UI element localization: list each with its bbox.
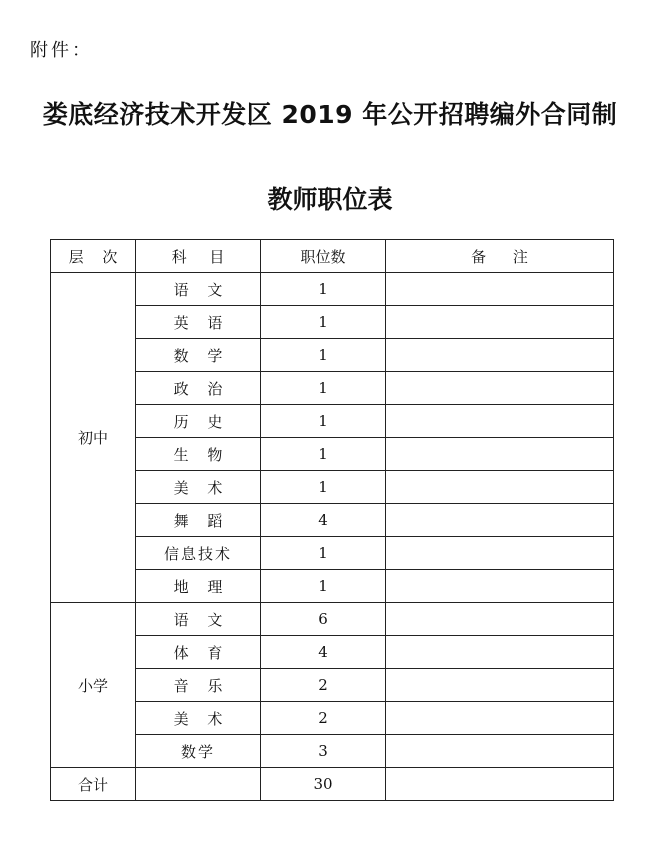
remarks-cell: [386, 471, 614, 504]
total-label: 合计: [51, 768, 136, 801]
subject-cell: 体 育: [136, 636, 261, 669]
remarks-cell: [386, 504, 614, 537]
table-row: [51, 537, 614, 570]
count-cell: 1: [261, 306, 386, 339]
subject-cell: 数 学: [136, 339, 261, 372]
count-cell: 1: [261, 438, 386, 471]
level-primary: 小学: [51, 603, 136, 768]
count-cell: 2: [261, 702, 386, 735]
subject-cell: 美 术: [136, 702, 261, 735]
table-row: [51, 438, 614, 471]
table-row: [51, 603, 614, 636]
header-positions: 职位数: [261, 240, 386, 273]
table-row: [51, 735, 614, 768]
subject-cell: 信息技术: [136, 537, 261, 570]
document-subtitle: 教师职位表: [267, 185, 393, 214]
document-title: 娄底经济技术开发区 2019 年公开招聘编外合同制: [42, 100, 618, 129]
remarks-cell: [386, 636, 614, 669]
subject-cell: 政 治: [136, 372, 261, 405]
count-cell: 3: [261, 735, 386, 768]
attachment-label: 附件：: [30, 40, 93, 61]
count-cell: 1: [261, 372, 386, 405]
remarks-cell: [386, 405, 614, 438]
table-row: [51, 702, 614, 735]
subject-cell: 生 物: [136, 438, 261, 471]
remarks-cell: [386, 339, 614, 372]
table-row: [51, 669, 614, 702]
count-cell: 2: [261, 669, 386, 702]
positions-table: [50, 239, 614, 801]
table-row: [51, 339, 614, 372]
table-row: [51, 504, 614, 537]
count-cell: 6: [261, 603, 386, 636]
count-cell: 1: [261, 570, 386, 603]
count-cell: 1: [261, 471, 386, 504]
remarks-cell: [386, 603, 614, 636]
table-row: [51, 273, 614, 306]
count-cell: 4: [261, 504, 386, 537]
remarks-cell: [386, 273, 614, 306]
remarks-cell: [386, 702, 614, 735]
remarks-cell: [386, 306, 614, 339]
table-row: [51, 405, 614, 438]
table-row: [51, 570, 614, 603]
header-level: 层 次: [51, 240, 136, 273]
subject-cell: 数学: [136, 735, 261, 768]
count-cell: 4: [261, 636, 386, 669]
subject-cell: [136, 768, 261, 801]
subject-cell: 音 乐: [136, 669, 261, 702]
count-cell: 1: [261, 339, 386, 372]
total-row: [51, 768, 614, 801]
remarks-cell: [386, 537, 614, 570]
table-header-row: [51, 240, 614, 273]
subject-cell: 语 文: [136, 273, 261, 306]
count-cell: 1: [261, 405, 386, 438]
count-cell: 1: [261, 273, 386, 306]
remarks-cell: [386, 735, 614, 768]
remarks-cell: [386, 438, 614, 471]
header-remarks: 备 注: [386, 240, 614, 273]
remarks-cell: [386, 768, 614, 801]
table-row: [51, 306, 614, 339]
total-count: 30: [261, 768, 386, 801]
subject-cell: 英 语: [136, 306, 261, 339]
table-row: [51, 372, 614, 405]
subject-cell: 历 史: [136, 405, 261, 438]
remarks-cell: [386, 372, 614, 405]
table-row: [51, 471, 614, 504]
header-subject: 科 目: [136, 240, 261, 273]
remarks-cell: [386, 570, 614, 603]
table-row: [51, 636, 614, 669]
subject-cell: 语 文: [136, 603, 261, 636]
count-cell: 1: [261, 537, 386, 570]
level-junior: 初中: [51, 273, 136, 603]
subject-cell: 舞 蹈: [136, 504, 261, 537]
remarks-cell: [386, 669, 614, 702]
subject-cell: 美 术: [136, 471, 261, 504]
subject-cell: 地 理: [136, 570, 261, 603]
